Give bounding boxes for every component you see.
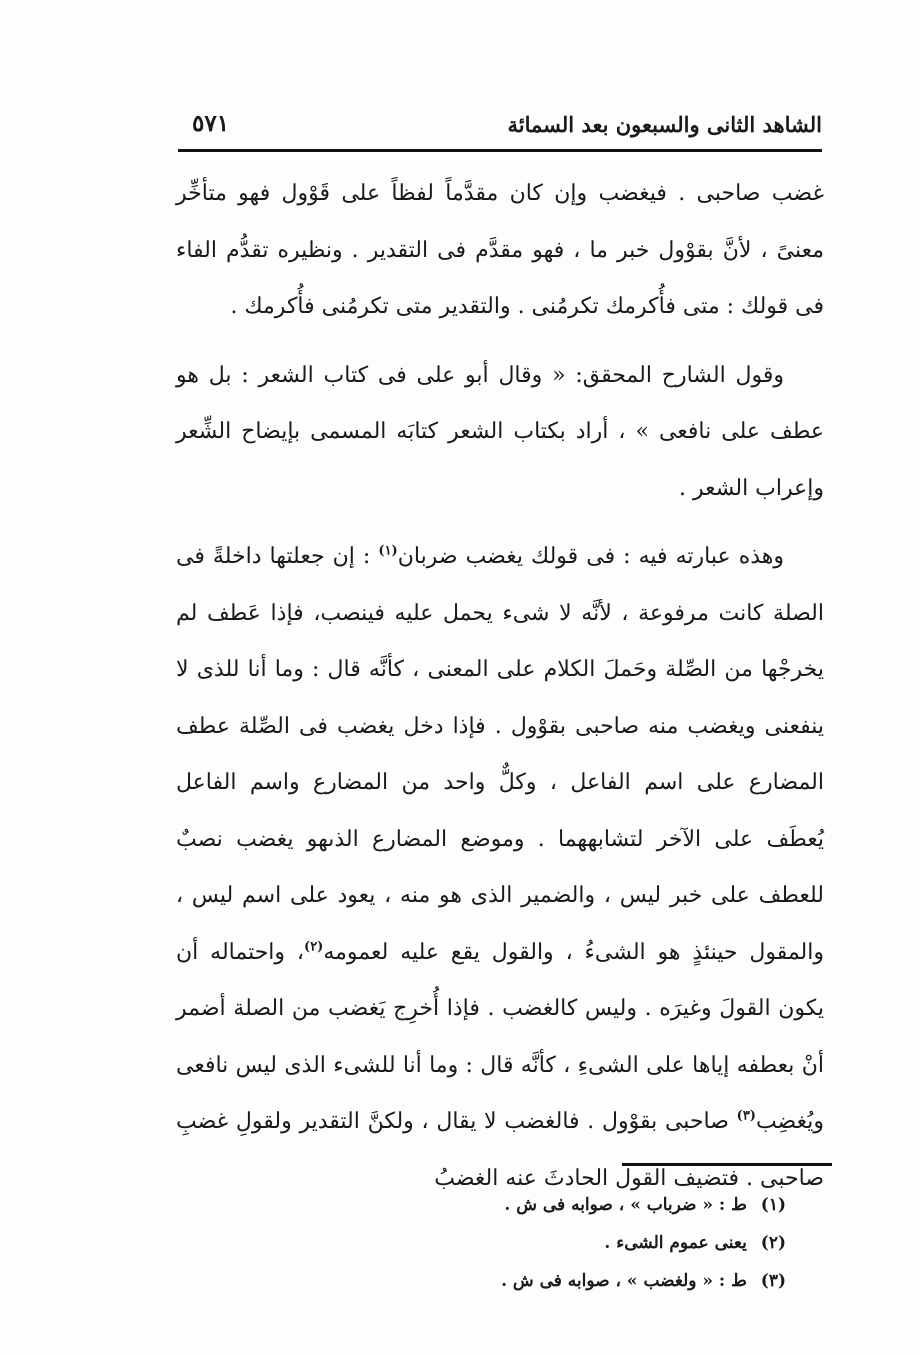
footnote-1-text: ط : « ضرباب » ، صوابه فى ش .: [504, 1195, 747, 1215]
paragraph-3-text-2: : إن جعلتها داخلةً فى الصلة كانت مرفوعة ، لأنَّه لا شىء يحمل عليه فينصب، فإذا عَطف لم يخرجْها من الصِّلة وحَملَ الكلام على المعنى ، كأنَّه قال : وما أنا للذى لا ينفعنى ويغضب منه صاحبى بقوْول . فإذا دخل يغضب فى الصِّلة عطف المضارع على اسم الفاعل ، وكلٌّ واحد من المضارع واسم الفاعل يُعطَف على الآخر لتشابههما . وموضع المضارع الذىهو يغضب نصبٌ للعطف على خبر ليس ، والضمير الذى هو منه ، يعود على اسم ليس ، والمقول حينئذٍ هو الشىءُ ، والقول يقع عليه لعمومه: [176, 544, 824, 965]
paragraph-3-text-4: صاحبى بقوْول . فالغضب لا يقال ، ولكنَّ التقدير ولقولِ غضبِ صاحبى . فتضيف القول الحادثَ عنه الغضبُ: [176, 1109, 824, 1191]
running-header-title: الشاهد الثانى والسبعون بعد السمائة: [507, 112, 822, 137]
footnote-3-number: (٣): [760, 1271, 786, 1291]
footnote-2-text: يعنى عموم الشىء .: [604, 1233, 747, 1253]
page-number: ٥٧١: [192, 110, 230, 137]
running-header: [178, 104, 822, 148]
footnote-ref-1: (١): [378, 543, 398, 559]
paragraph-3: [176, 529, 824, 1207]
paragraph-2: وقول الشارح المحقق: « وقال أبو على فى كتاب الشعر : بل هو عطف على نافعى » ، أراد بكتاب الشعر كتابَه المسمى بإيضاح الشِّعر وإعراب الشعر .: [176, 362, 824, 501]
main-text: [176, 166, 824, 1207]
footnote-1-number: (١): [760, 1195, 786, 1215]
header-rule: [178, 149, 822, 152]
footnote-1: [420, 1186, 786, 1224]
footnote-ref-3: (٣): [736, 1108, 756, 1124]
footnote-ref-2: (٢): [304, 939, 324, 955]
footnote-3: [420, 1262, 786, 1300]
paragraph-1: غضب صاحبى . فيغضب وإن كان مقدَّماً لفظاً على قَوْول فهو متأخِّر معنىً ، لأنَّ بقوْول خبر ما ، فهو مقدَّم فى التقدير . ونظيره تقدُّم الفاء فى قولك : متى فأُكرمك تكرمُنى . والتقدير متى تكرمُنى فأُكرمك .: [176, 181, 824, 319]
footnote-2: [420, 1224, 786, 1262]
footnote-2-number: (٢): [760, 1233, 786, 1253]
paragraph-3-text-3: ، واحتماله أن يكون القولَ وغيرَه . وليس كالغضب . فإذا أُخرِج يَغضب من الصلة أضمر أنْ بعطفه إياها على الشىءِ ، كأنَّه قال : وما أنا للشىء الذى ليس نافعى ويُغضِب: [176, 939, 824, 1134]
paragraph-3-text-1: وهذه عبارته فيه : فى قولك يغضب ضربان: [397, 544, 784, 569]
footnote-separator: [622, 1163, 832, 1166]
footnote-3-text: ط : « ولغضب » ، صوابه فى ش .: [501, 1271, 747, 1291]
footnotes: [420, 1186, 786, 1300]
